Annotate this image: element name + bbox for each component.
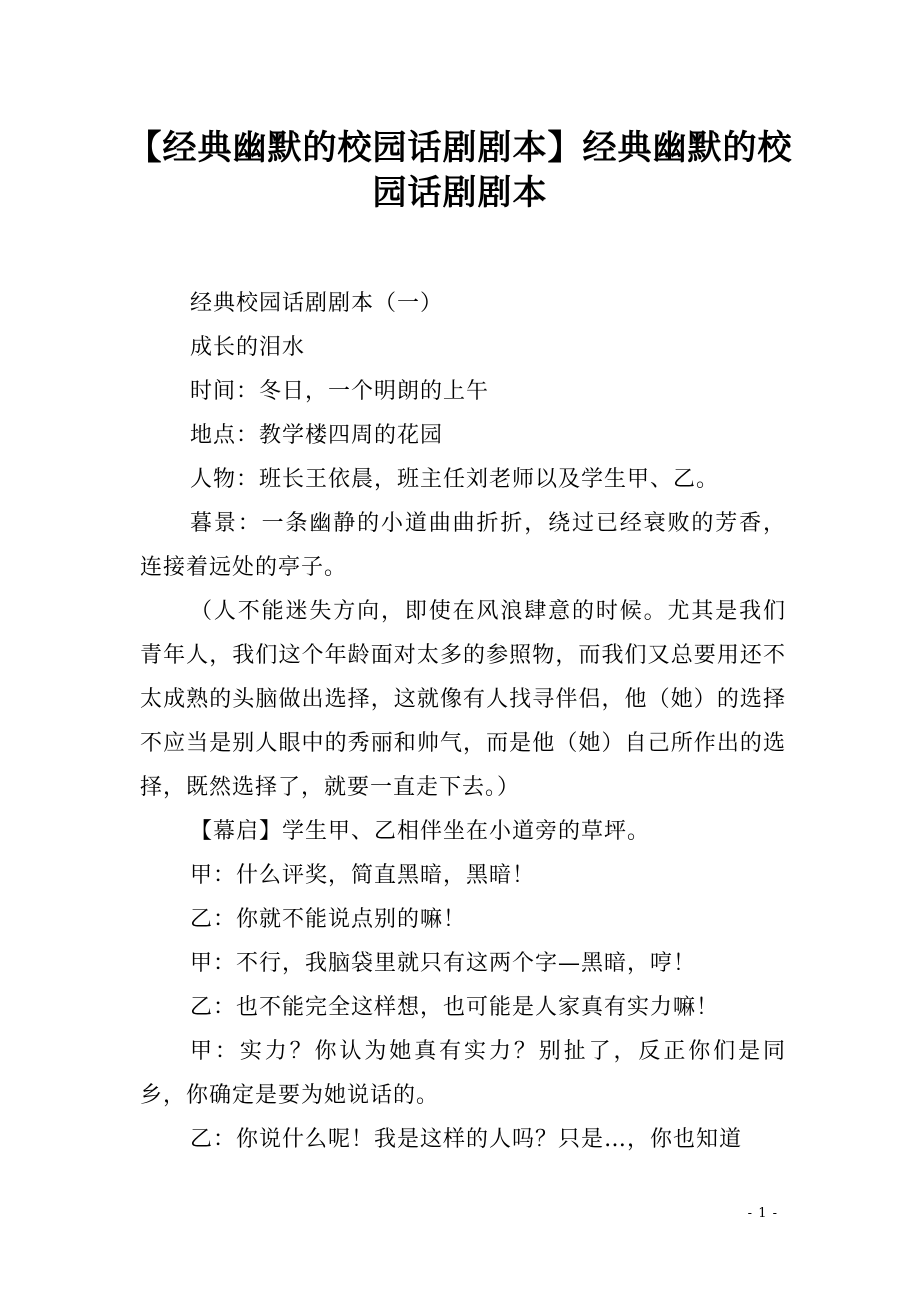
paragraph-scene: 暮景：一条幽静的小道曲曲折折，绕过已经衰败的芳香，连接着远处的亭子。 [140,511,786,580]
paragraph-time: 时间：冬日，一个明朗的上午 [190,379,490,404]
dialogue-line: 甲：什么评奖，简直黑暗，黑暗！ [190,863,536,888]
paragraph-heading: 经典校园话剧剧本（一） [190,291,444,316]
paragraph-curtain: 【幕启】学生甲、乙相伴坐在小道旁的草坪。 [190,819,651,844]
paragraph-play-title: 成长的泪水 [190,335,306,360]
dialogue-line: 乙：你说什么呢！我是这样的人吗？只是…，你也知道 [190,1127,743,1152]
dialogue-line: 乙：你就不能说点别的嘛！ [190,907,467,932]
paragraph-characters: 人物：班长王依晨，班主任刘老师以及学生甲、乙。 [190,467,720,492]
paragraph-place: 地点：教学楼四周的花园 [190,423,444,448]
dialogue-line: 甲：不行，我脑袋里就只有这两个字—黑暗，哼！ [190,951,697,976]
dialogue-line: 乙：也不能完全这样想，也可能是人家真有实力嘛！ [190,995,720,1020]
document-title: 【经典幽默的校园话剧剧本】经典幽默的校园话剧剧本 [127,128,793,213]
page-number: - 1 - [747,1206,778,1221]
document-body [140,282,786,1162]
paragraph-preface: （人不能迷失方向，即使在风浪肆意的时候。尤其是我们青年人，我们这个年龄面对太多的参照物，而我们又总要用还不太成熟的头脑做出选择，这就像有人找寻伴侣，他（她）的选择不应当是别人眼中的秀丽和帅气，而是他（她）自己所作出的选择，既然选择了，就要一直走下去。） [140,599,786,800]
dialogue-line: 甲：实力？你认为她真有实力？别扯了，反正你们是同乡，你确定是要为她说话的。 [140,1039,786,1108]
